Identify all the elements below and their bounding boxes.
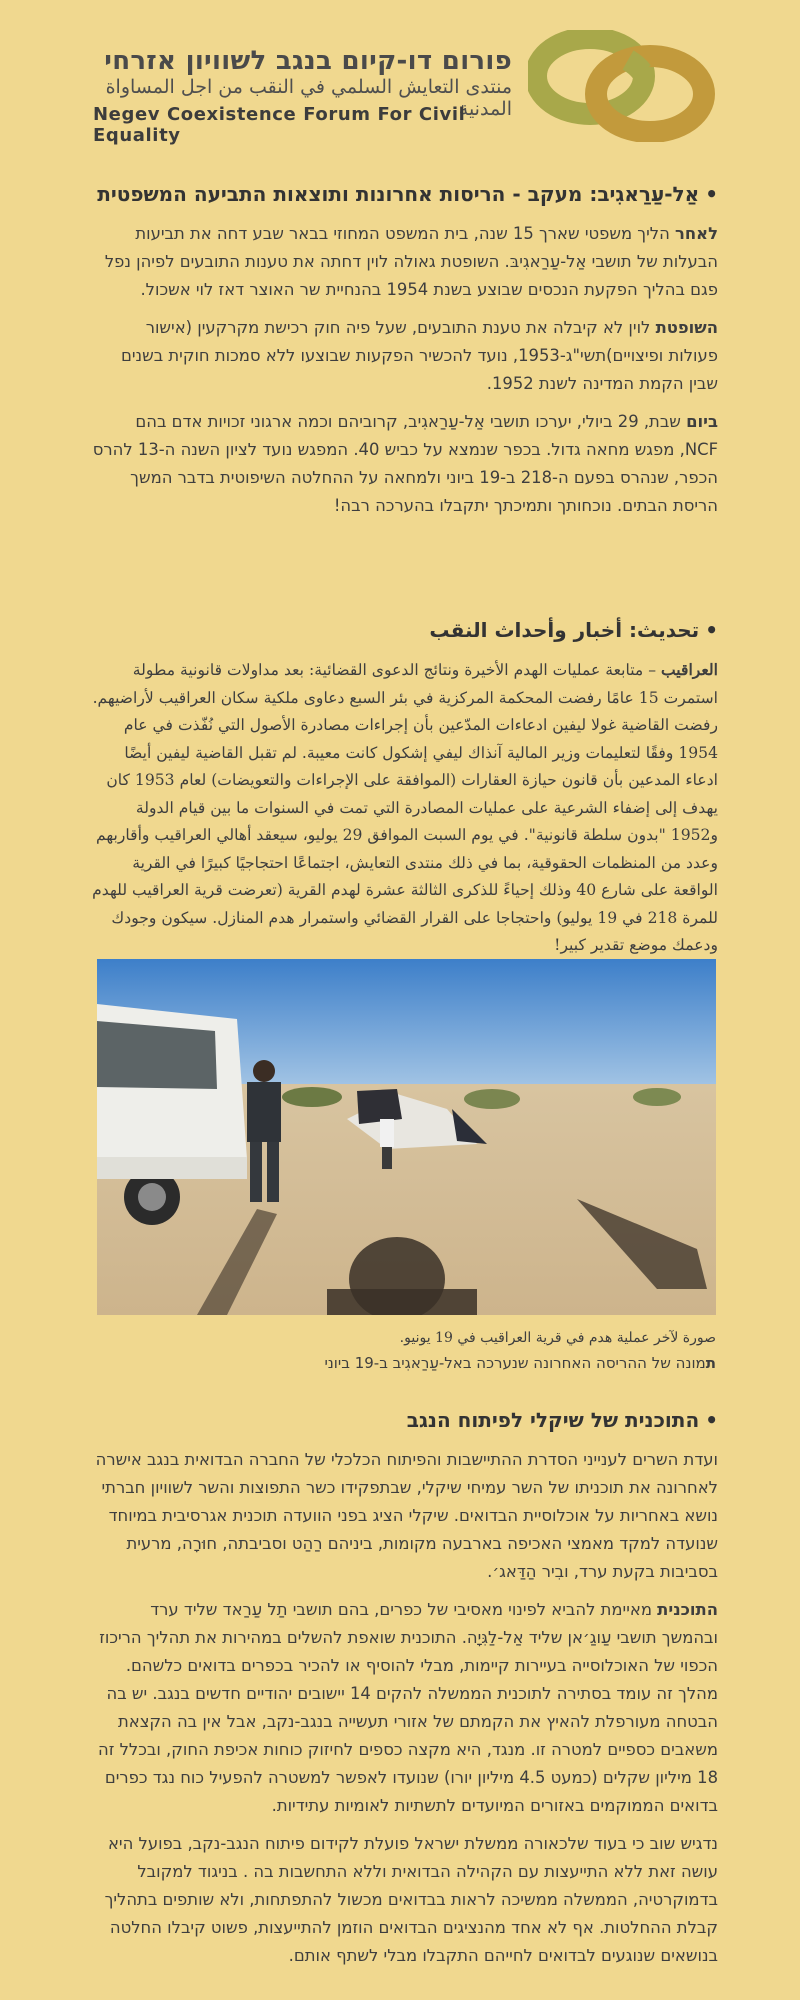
paragraph-text: שבת, 29 ביולי, יערכו תושבי אַל-עַרַאגִיב, קרוביהם וכמה ארגוני זכויות אדם בהם NCF, מפגש מחאה גדול. בכפר שנמצא על כביש 40. המפגש נועד לציון השנה ה-13 להרס הכפר, שנהרס בפעם ה-218 ב-19 ביוני ולמחאה על ההחלטה השיפוטית בדבר המשך הריסת הבתים. נוכחותך ותמיכתך יתקבלו בהערכה רבה! [92, 412, 718, 515]
section-al-araqib-update [92, 178, 718, 530]
paragraph-lead: ביום [686, 412, 718, 431]
demolition-photo [97, 959, 716, 1315]
bullet-icon: • [705, 182, 718, 206]
section-negev-news-arabic [92, 614, 718, 970]
caption-lead: ת [705, 1354, 716, 1372]
paragraph-text: מאיימת להביא לפינוי מאסיבי של כפרים, בהם תושבי תַל עַרַאד שליד ערד ובהמשך תושבי עַוגַ׳אן שליד אַל-לַגִּיָה. התוכנית שואפת להשלים במהירות את תהליך הריכוז הכפוי של האוכלוסייה בעיירות קיימות, מבלי להוסיף או להכיר בכפרים בדואים כלשהם. מהלך זה עומד בסתירה לתוכנית הממשלה להקים 14 יישובים יהודיים חדשים בנגב. יש בה הבטחה מעורפלת להאיץ את הקמתם של אזורי תעשייה בנגב-נקב, אבל אין בה הקצאת משאבים כספיים למטרה זו. מנגד, היא מקצה כספים לחיזוק כוחות אכיפת החוק, ובכלל זה 18 מיליון שקלים (כמעט 4.5 מיליון יורו) שנועדו לאפשר למשטרה להפעיל כוח נגד כפרים בדואים הממוקמים באזורים המיועדים לתשתיות לאומיות עתידיות. [98, 1600, 718, 1815]
paragraph [92, 656, 718, 960]
section-title [92, 178, 718, 210]
paragraph-text: לוין לא קיבלה את טענת התובעים, שעל פיה חוק רכישת מקרקעין (אישור פעולות ופיצויים)תשי"ג-1953, נועד להכשיר הפקעות שבוצעו ללא סמכות חוקית בשנים שבין הקמת המדינה לשנת 1952. [121, 318, 718, 393]
section-title-text: התוכנית של שיקלי לפיתוח הנגב [406, 1408, 700, 1432]
paragraph: ועדת השרים לענייני הסדרת ההתיישבות והפיתוח הכלכלי של החברה הבדואית בנגב אישרה לאחרונה את תוכניתו של השר עמיחי שיקלי, שבתפקידו כשר התפוצות והשר לשוויון חברתי נושא באחריות על אוכלוסיית הבדואים. שיקלי הציג בפני הוועדה תוכנית אגרסיבית במיוחד שנועדה למקד מאמצי האכיפה בארבעה מקומות, ביניהם רַהַט וסביבתה, חוּרָה, מרעית בסביבות בקעת ערד, ובִיר הַדַּאג׳. [95, 1450, 718, 1581]
paragraph-text: הליך משפטי שארך 15 שנה, בית המשפט המחוזי בבאר שבע דחה את תביעות הבעלות של תושבי אַל-עַרַאגִיבּ. השופטת גאולה לוין דחתה את טענות התובעים לפיהן נפל פגם בהליך הפקעת הנכסים שבוצע בשנת 1954 בהנחיית שר האוצר דאז לוי אשכול. [104, 224, 718, 299]
paragraph-lead: התוכנית [657, 1600, 718, 1619]
forum-title-hebrew: פורום דו-קיום בנגב לשוויון אזרחי [104, 46, 512, 76]
paragraph: נדגיש שוב כי בעוד שלכאורה ממשלת ישראל פועלת לקידום פיתוח הנגב-נקב, בפועל היא עושה זאת ללא התייעצות עם הקהילה הבדואית וללא התחשבות בה . בניגוד למקובל בדמוקרטיה, הממשלה ממשיכה לראות בבדואים מכשול להתפתחות, ולא שותפים בתהליך קבלת ההחלטות. אף לא אחד מהנציגים הבדואים הוזמן להתייעצות, פשוט קיבלו החלטה בנושאים שנוגעים לבדואים לחייהם התקבלו מבלי לשתף אותם. [104, 1834, 718, 1965]
paragraph-lead: العراقيب [660, 660, 718, 679]
paragraph-text: – متابعة عمليات الهدم الأخيرة ونتائج الدعوى القضائية: بعد مداولات قانونية مطولة استمرت 15 عامًا رفضت المحكمة المركزية في بئر السبع دعاوى ملكية سكان العراقيب لأراضيهم. رفضت القاضية غولا ليفين ادعاءات المدّعين بأن إجراءات مصادرة الأصول التي نُفّذت في عام 1954 وفقًا لتعليمات وزير المالية آنذاك ليفي إشكول كانت معيبة. لم تقبل القاضية ليفين أيضًا ادعاء المدعين بأن قانون حيازة العقارات (الموافقة على الإجراءات والتعويضات) لعام 1953 كان يهدف إلى إضفاء الشرعية على عمليات المصادرة التي تمت في السنوات ما بين قيام الدولة و1952 "بدون سلطة قانونية". في يوم السبت الموافق 29 يوليو، سيعقد أهالي العراقيب وأقاربهم وعدد من المنظمات الحقوقية، بما في ذلك منتدى التعايش، اجتماعًا احتجاجيًا كبيرًا في القرية الواقعة على شارع 40 وذلك إحياءً للذكرى الثالثة عشرة لهدم القرية (تعرضت قرية العراقيب للهدم للمرة 218 في 19 يوليو) واحتجاجا على القرار القضائي واستمرار هدم المنازل. سيكون وجودك ودعمك موضع تقدير كبير! [92, 661, 718, 954]
paragraph-lead: השופטת [655, 318, 718, 337]
forum-title-english: Negev Coexistence Forum For Civil Equality [93, 104, 466, 146]
photo-caption-hebrew [97, 1354, 716, 1372]
section-title [92, 1404, 718, 1436]
bullet-icon: • [705, 618, 718, 642]
header [0, 28, 800, 148]
section-title [92, 614, 718, 646]
photo-caption-arabic: صورة لآخر عملية هدم في قرية العراقيب في 19 يونيو. [399, 1330, 716, 1346]
section-title-text: אַל-עַרַאגִיב: מעקב - הריסות אחרונות ותוצאות התביעה המשפטית [97, 182, 700, 206]
section-title-text: تحديث: أخبار وأحداث النقب [429, 618, 700, 642]
section-shikli-negev-plan [92, 1404, 718, 1980]
photo-scene [97, 959, 716, 1315]
paragraph [92, 1596, 718, 1820]
paragraph [92, 408, 718, 520]
bullet-icon: • [705, 1408, 718, 1432]
caption-text: מונה של ההריסה האחרונה שנערכה באל-עַרַאגִיב ב-19 ביוני [324, 1354, 706, 1372]
paragraph [92, 220, 718, 304]
paragraph [92, 314, 718, 398]
forum-title-arabic: منتدى التعايش السلمي في النقب من اجل المساواة المدنية [105, 76, 512, 120]
forum-logo-icon [528, 30, 718, 142]
paragraph-lead: לאחר [675, 224, 718, 243]
